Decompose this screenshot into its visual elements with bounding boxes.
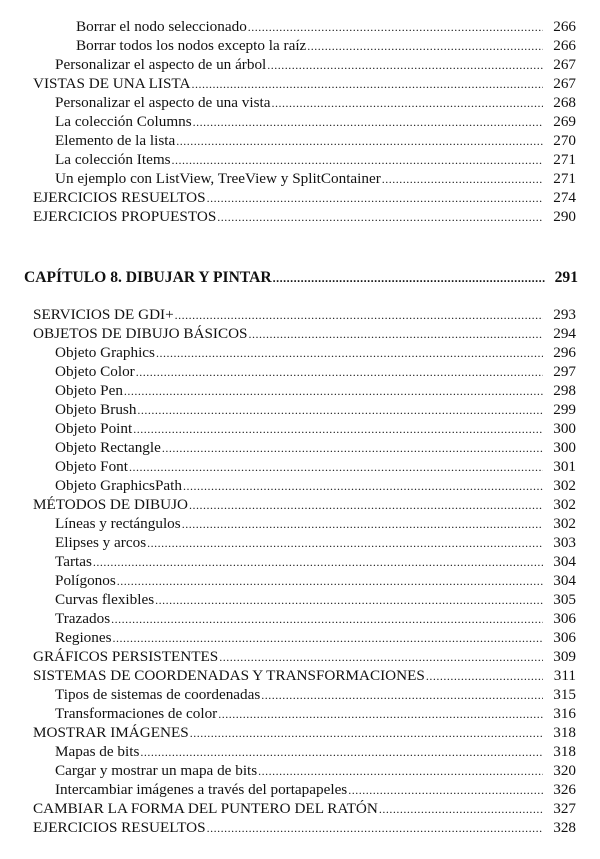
toc-entry-title: Tartas — [55, 553, 92, 570]
toc-leader-dots — [248, 18, 543, 37]
toc-leader-dots — [182, 515, 543, 534]
toc-page-number: 301 — [553, 458, 576, 475]
toc-entry — [76, 17, 600, 36]
toc-leader-dots — [175, 306, 543, 325]
toc-leader-dots — [267, 56, 543, 75]
toc-leader-dots — [258, 762, 543, 781]
toc-page-number: 267 — [553, 75, 576, 92]
toc-leader-dots — [183, 477, 543, 496]
toc-entry — [33, 207, 600, 226]
toc-entry — [55, 400, 600, 419]
toc-page-number: 293 — [553, 306, 576, 323]
toc-leader-dots — [189, 496, 543, 515]
toc-entry — [55, 419, 600, 438]
toc-entry — [33, 723, 600, 742]
toc-leader-dots — [162, 439, 543, 458]
toc-entry — [76, 36, 600, 55]
toc-page-number: 318 — [553, 724, 576, 741]
toc-page-number: 315 — [553, 686, 576, 703]
toc-leader-dots — [307, 37, 543, 56]
toc-entry — [55, 131, 600, 150]
toc-entry-title: La colección Columns — [55, 113, 192, 130]
toc-entry — [55, 150, 600, 169]
toc-leader-dots — [172, 151, 543, 170]
toc-entry — [33, 799, 600, 818]
toc-leader-dots — [113, 629, 543, 648]
toc-page-number: 305 — [553, 591, 576, 608]
toc-entry-title: Objeto Rectangle — [55, 439, 161, 456]
toc-page-number: 268 — [553, 94, 576, 111]
toc-entry-title: Regiones — [55, 629, 112, 646]
toc-entry-title: Elemento de la lista — [55, 132, 176, 149]
toc-page-number: 309 — [553, 648, 576, 665]
toc-leader-dots — [261, 686, 543, 705]
toc-leader-dots — [207, 819, 543, 838]
toc-entry — [55, 628, 600, 647]
toc-entry-title: CAPÍTULO 8. DIBUJAR Y PINTAR — [24, 269, 272, 286]
toc-entry — [55, 533, 600, 552]
toc-page-number: 296 — [553, 344, 576, 361]
toc-entry-title: Cargar y mostrar un mapa de bits — [55, 762, 258, 779]
toc-page-number: 306 — [553, 629, 576, 646]
toc-entry-title: Borrar todos los nodos excepto la raíz — [76, 37, 307, 54]
toc-entry-title: Tipos de sistemas de coordenadas — [55, 686, 261, 703]
toc-entry-title: Líneas y rectángulos — [55, 515, 181, 532]
toc-entry-title: Objeto Graphics — [55, 344, 155, 361]
toc-entry-title: VISTAS DE UNA LISTA — [33, 75, 191, 92]
toc-entry-title: SISTEMAS DE COORDENADAS Y TRANSFORMACIONES — [33, 667, 425, 684]
toc-entry — [55, 55, 600, 74]
toc-entry-title: Elipses y arcos — [55, 534, 147, 551]
toc-page-number: 269 — [553, 113, 576, 130]
toc-leader-dots — [249, 325, 544, 344]
toc-page-number: 294 — [553, 325, 576, 342]
toc-entry — [55, 685, 600, 704]
toc-leader-dots — [133, 420, 543, 439]
toc-entry-title: MÉTODOS DE DIBUJO — [33, 496, 188, 513]
toc-entry — [55, 590, 600, 609]
toc-page-number: 320 — [553, 762, 576, 779]
toc-entry-title: Intercambiar imágenes a través del portapapeles — [55, 781, 348, 798]
toc-page-number: 266 — [553, 37, 576, 54]
toc-page-number: 302 — [553, 477, 576, 494]
toc-entry-title: Transformaciones de color — [55, 705, 218, 722]
toc-leader-dots — [137, 401, 543, 420]
toc-leader-dots — [140, 743, 543, 762]
toc-leader-dots — [147, 534, 543, 553]
toc-entry-title: Curvas flexibles — [55, 591, 155, 608]
toc-leader-dots — [217, 208, 543, 227]
toc-page-number: 297 — [553, 363, 576, 380]
toc-page-number: 266 — [553, 18, 576, 35]
toc-page-number: 316 — [553, 705, 576, 722]
toc-entry-title: Personalizar el aspecto de un árbol — [55, 56, 267, 73]
toc-page-number: 299 — [553, 401, 576, 418]
toc-page-number: 290 — [553, 208, 576, 225]
toc-chapter-entry — [24, 268, 600, 287]
toc-entry — [55, 438, 600, 457]
toc-page-number: 271 — [553, 170, 576, 187]
toc-entry — [33, 74, 600, 93]
toc-entry-title: Objeto Font — [55, 458, 128, 475]
toc-entry — [55, 571, 600, 590]
toc-page-number: 267 — [553, 56, 576, 73]
toc-leader-dots — [273, 269, 545, 288]
toc-entry-title: EJERCICIOS RESUELTOS — [33, 819, 206, 836]
toc-entry — [55, 609, 600, 628]
toc-entry-title: Objeto Brush — [55, 401, 137, 418]
toc-page-number: 328 — [553, 819, 576, 836]
toc-leader-dots — [117, 572, 543, 591]
toc-entry — [33, 818, 600, 837]
toc-entry — [55, 476, 600, 495]
toc-entry-title: Un ejemplo con ListView, TreeView y SplitContainer — [55, 170, 381, 187]
toc-entry — [33, 188, 600, 207]
toc-page-number: 327 — [553, 800, 576, 817]
toc-entry — [33, 305, 600, 324]
toc-entry-title: Objeto GraphicsPath — [55, 477, 182, 494]
toc-leader-dots — [93, 553, 543, 572]
toc-entry-title: Borrar el nodo seleccionado — [76, 18, 247, 35]
toc-entry-title: OBJETOS DE DIBUJO BÁSICOS — [33, 325, 248, 342]
toc-entry — [33, 324, 600, 343]
toc-entry-title: SERVICIOS DE GDI+ — [33, 306, 174, 323]
toc-entry-title: MOSTRAR IMÁGENES — [33, 724, 189, 741]
toc-page-number: 311 — [553, 667, 576, 684]
toc-leader-dots — [426, 667, 543, 686]
toc-entry — [55, 381, 600, 400]
toc-entry-title: Objeto Color — [55, 363, 135, 380]
toc-leader-dots — [124, 382, 543, 401]
toc-leader-dots — [379, 800, 543, 819]
toc-entry-title: Objeto Pen — [55, 382, 123, 399]
toc-entry — [33, 495, 600, 514]
toc-entry — [55, 780, 600, 799]
toc-page-number: 271 — [553, 151, 576, 168]
toc-leader-dots — [176, 132, 543, 151]
toc-entry — [33, 666, 600, 685]
toc-entry-title: GRÁFICOS PERSISTENTES — [33, 648, 219, 665]
toc-leader-dots — [155, 591, 543, 610]
toc-page-number: 302 — [553, 496, 576, 513]
toc-entry-title: EJERCICIOS PROPUESTOS — [33, 208, 217, 225]
toc-page-number: 300 — [553, 439, 576, 456]
toc-page-number: 304 — [553, 572, 576, 589]
toc-entry-title: Mapas de bits — [55, 743, 140, 760]
toc-entry — [55, 514, 600, 533]
toc-entry — [55, 362, 600, 381]
toc-leader-dots — [156, 344, 543, 363]
toc-leader-dots — [348, 781, 543, 800]
toc-page-number: 304 — [553, 553, 576, 570]
toc-leader-dots — [382, 170, 543, 189]
toc-entry — [55, 169, 600, 188]
toc-entry — [55, 761, 600, 780]
toc-entry-title: Objeto Point — [55, 420, 133, 437]
toc-page-number: 270 — [553, 132, 576, 149]
toc-leader-dots — [207, 189, 543, 208]
toc-page-number: 326 — [553, 781, 576, 798]
toc-leader-dots — [129, 458, 543, 477]
toc-page-number: 303 — [553, 534, 576, 551]
toc-entry-title: CAMBIAR LA FORMA DEL PUNTERO DEL RATÓN — [33, 800, 378, 817]
toc-page-number: 318 — [553, 743, 576, 760]
toc-entry — [55, 552, 600, 571]
toc-entry — [55, 742, 600, 761]
toc-page-number: 306 — [553, 610, 576, 627]
toc-entry — [55, 457, 600, 476]
toc-page-number: 302 — [553, 515, 576, 532]
toc-leader-dots — [136, 363, 543, 382]
toc-leader-dots — [272, 94, 544, 113]
toc-leader-dots — [190, 724, 543, 743]
toc-leader-dots — [219, 648, 543, 667]
toc-entry-title: La colección Items — [55, 151, 171, 168]
toc-page-number: 274 — [553, 189, 576, 206]
toc-entry-title: Polígonos — [55, 572, 116, 589]
toc-entry — [55, 112, 600, 131]
toc-leader-dots — [111, 610, 543, 629]
toc-leader-dots — [193, 113, 543, 132]
toc-page-number: 298 — [553, 382, 576, 399]
toc-page-number: 300 — [553, 420, 576, 437]
toc-entry-title: Personalizar el aspecto de una vista — [55, 94, 271, 111]
toc-entry — [55, 93, 600, 112]
toc-entry — [55, 704, 600, 723]
toc-entry-title: EJERCICIOS RESUELTOS — [33, 189, 206, 206]
toc-leader-dots — [218, 705, 543, 724]
toc-entry-title: Trazados — [55, 610, 111, 627]
toc-entry — [55, 343, 600, 362]
toc-entry — [33, 647, 600, 666]
toc-leader-dots — [191, 75, 543, 94]
toc-page-number: 291 — [554, 269, 578, 286]
